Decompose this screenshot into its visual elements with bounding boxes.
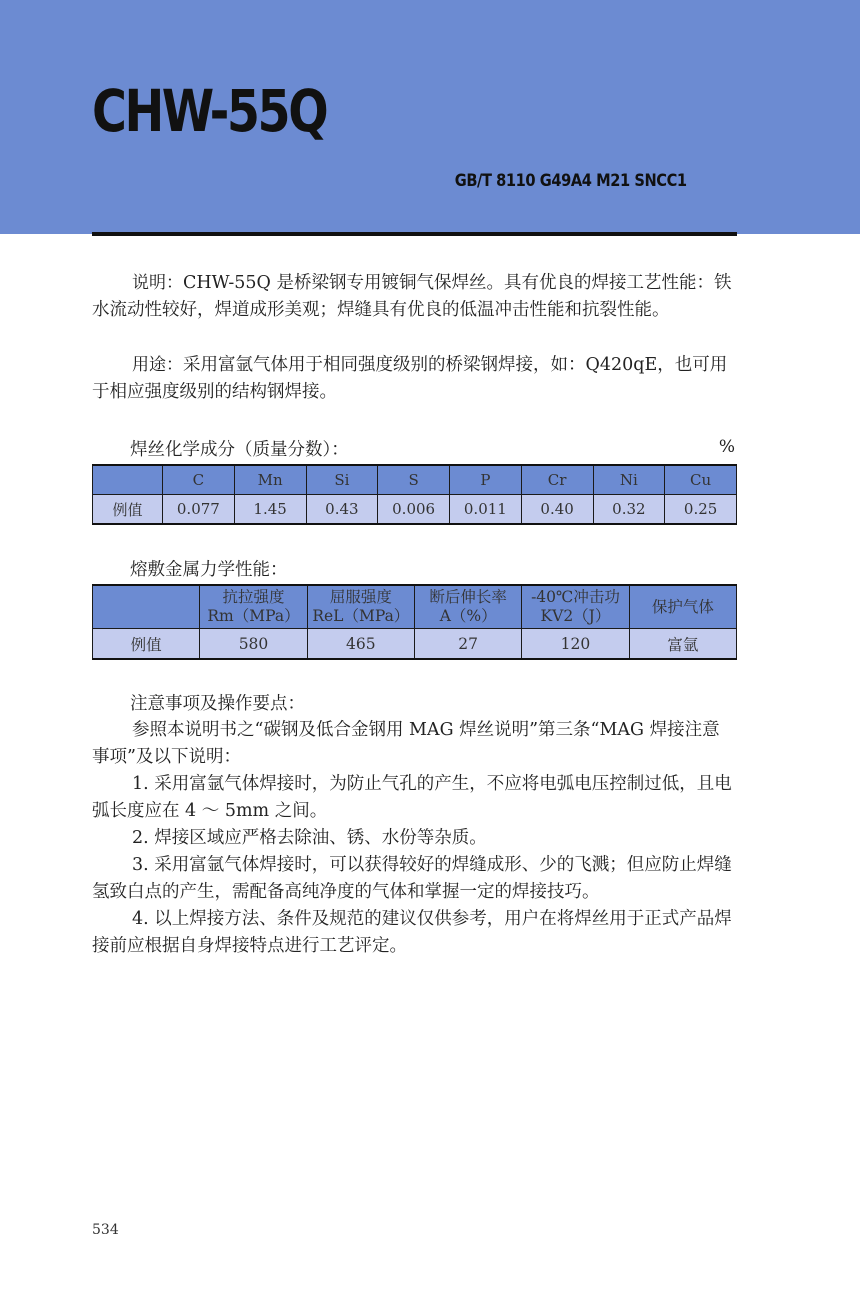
header-banner [0,0,860,234]
standard-code: GB/T 8110 G49A4 M21 SNCC1 [455,171,687,191]
mech-header-cell [93,585,200,629]
notes-item-3: 3. 采用富氩气体焊接时，可以获得较好的焊缝成形、少的飞溅；但应防止焊缝氢致白点的产生，需配备高纯净度的气体和掌握一定的焊接技巧。 [92,855,732,902]
notes-item-1: 1. 采用富氩气体焊接时，为防止气孔的产生，不应将电弧电压控制过低，且电弧长度应在 4 ～ 5mm 之间。 [92,774,732,821]
mech-header-line1: 屈服强度 [329,588,392,606]
page-number: 534 [92,1222,119,1238]
chem-value-cell: 例值 [93,495,163,525]
chem-header-cell: P [450,465,522,495]
mech-value-cell: 27 [414,629,521,660]
mech-header-line2: Rm（MPa） [207,607,300,625]
mechanical-value-row [93,629,737,660]
notes-item-2: 2. 焊接区域应严格去除油、锈、水份等杂质。 [132,828,487,848]
mech-value-cell: 465 [307,629,414,660]
chem-header-cell: S [378,465,450,495]
chem-value-cell: 0.006 [378,495,450,525]
page-title: CHW-55Q [92,77,327,145]
chemical-value-row [93,495,737,525]
mech-header-line1: 抗拉强度 [222,588,285,606]
notes-item-4: 4. 以上焊接方法、条件及规范的建议仅供参考，用户在将焊丝用于正式产品焊接前应根据自身焊接特点进行工艺评定。 [92,909,732,956]
chem-header-cell: Cr [521,465,593,495]
description-text: CHW-55Q 是桥梁钢专用镀铜气保焊丝。具有优良的焊接工艺性能：铁水流动性较好，焊道成形美观；焊缝具有优良的低温冲击性能和抗裂性能。 [92,273,732,320]
mech-header-line2: A（%） [439,607,497,625]
chem-header-cell: Ni [593,465,665,495]
mech-header-cell [629,585,736,629]
notes-title: 注意事项及操作要点： [130,694,305,714]
mechanical-header-row [93,585,737,629]
description-label: 说明： [132,273,183,293]
chem-value-cell: 0.43 [306,495,378,525]
notes-intro: 参照本说明书之“碳钢及低合金钢用 MAG 焊丝说明”第三条“MAG 焊接注意事项”及以下说明： [92,720,720,767]
chem-value-cell: 0.40 [521,495,593,525]
mech-header-cell [307,585,414,629]
mech-value-cell: 富氩 [629,629,736,660]
mech-header-line1: 保护气体 [651,597,714,616]
usage-text: 采用富氩气体用于相同强度级别的桥梁钢焊接，如：Q420qE，也可用于相应强度级别的结构钢焊接。 [92,355,728,402]
chem-header-cell: Cu [665,465,737,495]
chem-value-cell: 1.45 [234,495,306,525]
mech-header-cell [522,585,629,629]
chem-value-cell: 0.32 [593,495,665,525]
chemical-composition-table [92,464,737,525]
mech-header-line2: ReL（MPa） [312,607,410,625]
chem-value-cell: 0.25 [665,495,737,525]
usage-label: 用途： [132,355,183,375]
chem-value-cell: 0.011 [450,495,522,525]
mech-header-line1: -40℃冲击功 [531,588,620,606]
mech-header-line2: KV2（J） [540,607,611,625]
mech-header-cell [200,585,307,629]
chem-header-cell: Si [306,465,378,495]
chem-value-cell: 0.077 [163,495,235,525]
chem-header-cell [93,465,163,495]
mech-header-line1: 断后伸长率 [429,588,507,606]
title-divider [92,232,737,236]
chem-header-cell: Mn [234,465,306,495]
mechanical-properties-table [92,584,737,660]
chemical-header-row [93,465,737,495]
mech-value-cell: 580 [200,629,307,660]
mech-header-cell [414,585,521,629]
mech-value-cell: 例值 [93,629,200,660]
chem-header-cell: C [163,465,235,495]
mech-value-cell: 120 [522,629,629,660]
usage-paragraph [92,352,737,406]
chemical-unit: % [718,437,735,457]
chemical-title: 焊丝化学成分（质量分数）： [130,440,349,460]
mechanical-title: 熔敷金属力学性能： [130,560,288,580]
description-paragraph [92,270,737,324]
